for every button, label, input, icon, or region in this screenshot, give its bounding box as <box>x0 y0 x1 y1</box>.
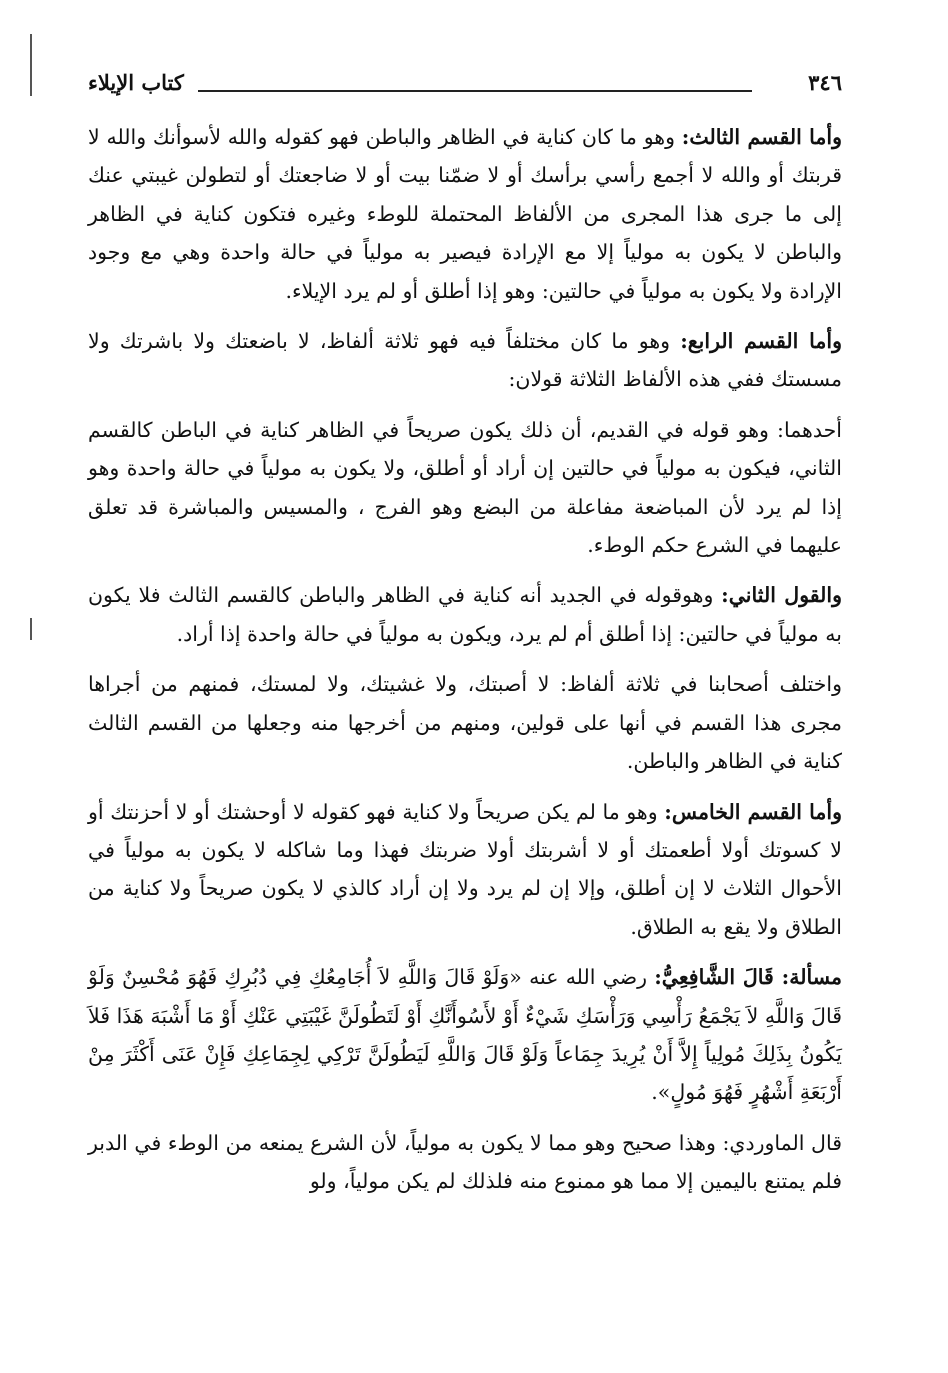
paragraph-lead: وأما القسم الخامس: <box>664 799 842 824</box>
paragraph-companions-differed <box>88 665 842 780</box>
header-rule <box>198 90 752 92</box>
page-header <box>88 66 842 106</box>
paragraph-lead: وأما القسم الرابع: <box>680 329 842 354</box>
page-number: ٣٤٦ <box>808 70 842 95</box>
paragraph-section-five <box>88 793 842 947</box>
paragraph-section-four <box>88 322 842 399</box>
page-body <box>88 118 842 1353</box>
paragraph-text: وهو ما لم يكن صريحاً ولا كناية فهو كقوله لا أوحشتك أو لا أحزنتك أو لا كسوتك أولا أطعمتك أو لا أشربتك أولا ضربتك فهذا وما شاكله لا يكون به مولياً في الأحوال الثلاث لا إن أطلق، وإلا إن لم يرد ولا إن أراد كالذي لا يكون صريحاً ولا كناية من الطلاق ولا يقع به الطلاق. <box>88 799 842 939</box>
paragraph-lead: والقول الثاني: <box>721 583 842 608</box>
paragraph-lead: وأما القسم الثالث: <box>681 125 842 149</box>
paragraph-second-opinion <box>88 576 842 653</box>
book-title: كتاب الإيلاء <box>88 70 184 95</box>
margin-mark-top <box>30 34 32 96</box>
paragraph-text: وهو ما كان كناية في الظاهر والباطن فهو كقوله والله لأسوأنك والله لا قربتك أو والله لا أجمع رأسي برأسك أو لا ضمّنا بيت أو لا ضاجعتك أو لتطولن غيبتي عنك إلى ما جرى هذا المجرى من الألفاظ المحتملة للوطء وغيره فتكون كناية في الظاهر والباطن لا يكون به مولياً إلا مع الإرادة فيصير به مولياً في حالة واحدة وهي مع وجود الإرادة ولا يكون به مولياً في حالتين: وهو إذا أطلق أو لم يرد الإيلاء. <box>88 125 842 303</box>
paragraph-text: قال الماوردي: وهذا صحيح وهو مما لا يكون به مولياً، لأن الشرع يمنعه من الوطء في الدبر فلم يمتنع باليمين إلا مما هو ممنوع منه فلذلك لم يكن مولياً، ولو <box>88 1130 842 1194</box>
paragraph-masala-shafii <box>88 958 842 1112</box>
paragraph-text: وهو ما كان مختلفاً فيه فهو ثلاثة ألفاظ، لا باضعتك ولا باشرتك ولا مسستك ففي هذه الألفاظ الثلاثة قولان: <box>88 329 842 392</box>
paragraph-text: رضي الله عنه «وَلَوْ قَالَ وَاللَّهِ لاَ أُجَامِعُكِ فِي دُبُرِكِ فَهُوَ مُحْسِنٌ وَلَوْ قَالَ وَاللَّهِ لاَ يَجْمَعُ رَأْسِي وَرَأْسَكِ شَيْءٌ أَوْ لأَسُوأَنَّكِ أَوْ لَتَطُولَنَّ غَيْبَتِي عَنْكِ أَوْ مَا أَشْبَهَ هَذَا فَلاَ يَكُونُ بِذَلِكَ مُولِياً إِلاَّ أَنْ يُرِيدَ جِمَاعاً وَلَوْ قَالَ وَاللَّهِ لَيَطُولَنَّ تَرْكِي لِجِمَاعِكِ فَإِنْ عَنَى أَكْثَرَ مِنْ أَرْبَعَةِ أَشْهُرٍ فَهُوَ مُولٍ». <box>88 965 842 1105</box>
paragraph-text: واختلف أصحابنا في ثلاثة ألفاظ: لا أصبتك، ولا غشيتك، ولا لمستك، فمنهم من أجراها مجرى هذا القسم في أنها على قولين، ومنهم من أخرجها منه وجعلها من القسم الثالث كناية في الظاهر والباطن. <box>88 672 842 774</box>
paragraph-lead: مسألة: قَالَ الشَّافِعِيُّ: <box>654 965 842 990</box>
paragraph-text: وهوقوله في الجديد أنه كناية في الظاهر والباطن كالقسم الثالث فلا يكون به مولياً في حالتين: إذا أطلق أم لم يرد، ويكون به مولياً في حالة واحدة إذا أراد. <box>88 583 842 646</box>
margin-mark-middle <box>30 618 32 640</box>
paragraph-mawardi <box>88 1124 842 1201</box>
paragraph-first-opinion <box>88 411 842 565</box>
paragraph-section-three <box>88 118 842 310</box>
paragraph-text: أحدهما: وهو قوله في القديم، أن ذلك يكون صريحاً في الظاهر كناية في الباطن كالقسم الثاني، فيكون به مولياً في حالتين إن أراد أو أطلق، ولا يكون به مولياً في حالة واحدة وهو إذا لم يرد لأن المباضعة مفاعلة من البضع وهو الفرج ، والمسيس والمباشرة قد تعلق عليهما في الشرع حكم الوطء. <box>88 417 842 558</box>
